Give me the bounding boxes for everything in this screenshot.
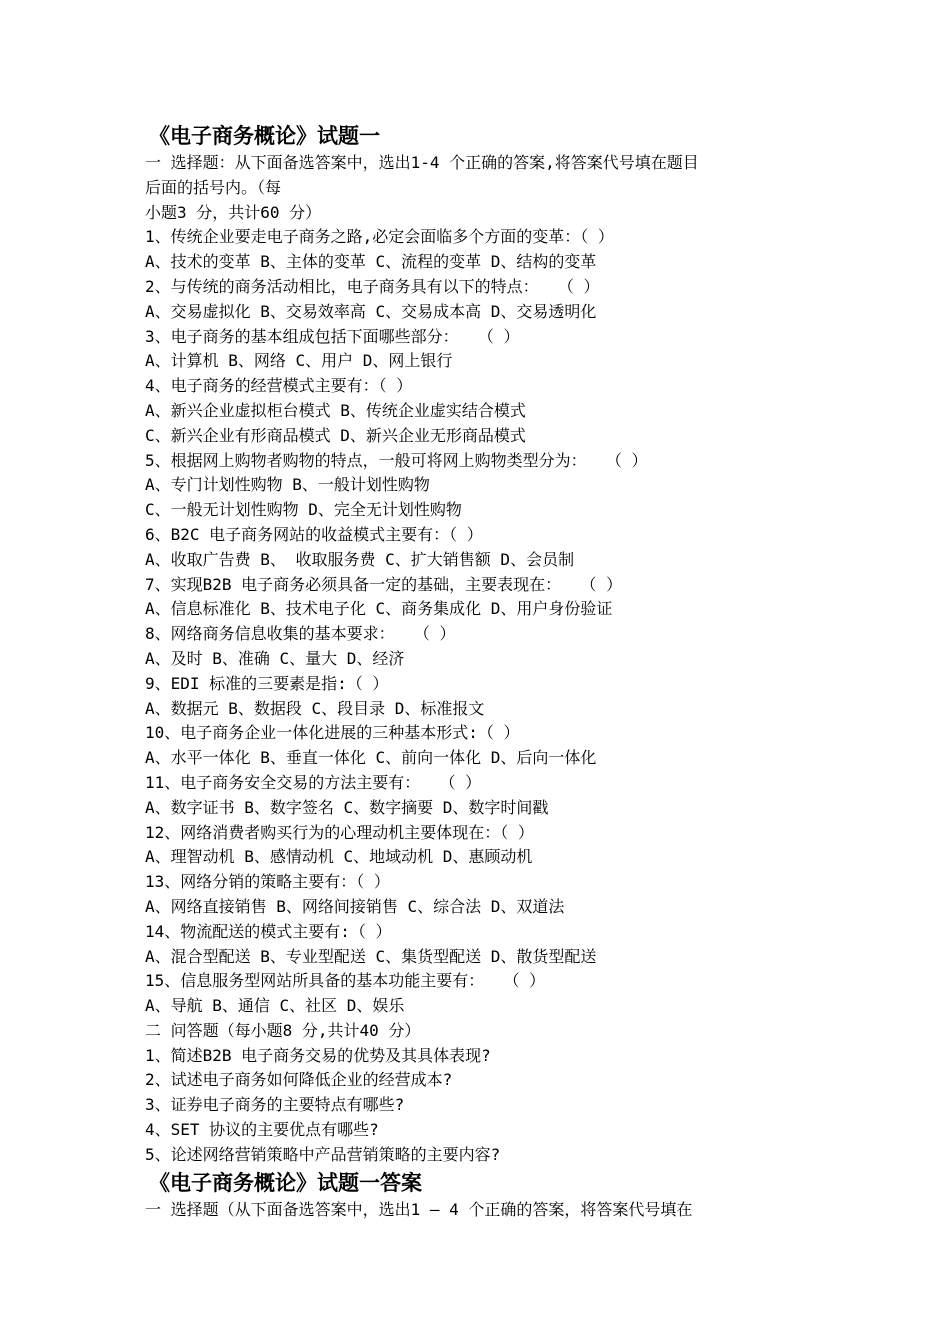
text-line: 8、网络商务信息收集的基本要求： （ ） [145, 624, 456, 644]
text-line: 4、SET 协议的主要优点有哪些? [145, 1120, 379, 1140]
text-line: A、新兴企业虚拟柜台模式 B、传统企业虚实结合模式 [145, 400, 526, 420]
text-line: 15、信息服务型网站所具备的基本功能主要有： （ ） [145, 971, 546, 991]
text-line: A、数字证书 B、数字签名 C、数字摘要 D、数字时间戳 [145, 797, 549, 817]
text-line: 13、网络分销的策略主要有：（ ） [145, 872, 390, 892]
text-line: 3、电子商务的基本组成包括下面哪些部分： （ ） [145, 326, 520, 346]
text-line: 二 问答题（每小题8 分,共计40 分） [145, 1020, 421, 1040]
text-line: C、一般无计划性购物 D、完全无计划性购物 [145, 500, 462, 520]
text-line: A、水平一体化 B、垂直一体化 C、前向一体化 D、后向一体化 [145, 748, 597, 768]
text-line: 11、电子商务安全交易的方法主要有： （ ） [145, 772, 482, 792]
text-line: A、导航 B、通信 C、社区 D、娱乐 [145, 996, 405, 1016]
text-line: A、及时 B、准确 C、量大 D、经济 [145, 648, 405, 668]
exam-title: 《电子商务概论》试题一 [149, 123, 380, 148]
text-line: A、数据元 B、数据段 C、段目录 D、标准报文 [145, 698, 485, 718]
text-line: 小题3 分，共计60 分） [145, 202, 322, 222]
text-line: A、网络直接销售 B、网络间接销售 C、综合法 D、双道法 [145, 896, 565, 916]
text-line: 1、传统企业要走电子商务之路,必定会面临多个方面的变革：（ ） [145, 227, 614, 247]
answer-section [145, 1198, 815, 1223]
text-line: A、技术的变革 B、主体的变革 C、流程的变革 D、结构的变革 [145, 252, 597, 272]
text-line: 1、简述B2B 电子商务交易的优势及其具体表现? [145, 1045, 491, 1065]
text-line: A、交易虚拟化 B、交易效率高 C、交易成本高 D、交易透明化 [145, 301, 597, 321]
text-line: A、计算机 B、网络 C、用户 D、网上银行 [145, 351, 453, 371]
answer-title: 《电子商务概论》试题一答案 [149, 1169, 422, 1195]
exam-questions [145, 151, 815, 1168]
document-page [145, 121, 815, 1222]
text-line: 4、电子商务的经营模式主要有：（ ） [145, 376, 413, 396]
text-line: 6、B2C 电子商务网站的收益模式主要有：（ ） [145, 524, 483, 544]
text-line: C、新兴企业有形商品模式 D、新兴企业无形商品模式 [145, 425, 526, 445]
text-line: A、专门计划性购物 B、一般计划性购物 [145, 475, 430, 495]
text-line: 14、物流配送的模式主要有:（ ） [145, 921, 392, 941]
text-line: A、收取广告费 B、 收取服务费 C、扩大销售额 D、会员制 [145, 549, 575, 569]
text-line: 10、电子商务企业一体化进展的三种基本形式:（ ） [145, 723, 520, 743]
text-line: 后面的括号内。（每 [145, 177, 282, 197]
text-line: 5、根据网上购物者购物的特点，一般可将网上购物类型分为： （ ） [145, 450, 648, 470]
text-line: 9、EDI 标准的三要素是指:（ ） [145, 673, 389, 693]
text-line: A、信息标准化 B、技术电子化 C、商务集成化 D、用户身份验证 [145, 599, 613, 619]
text-line: 7、实现B2B 电子商务必须具备一定的基础，主要表现在： （ ） [145, 574, 623, 594]
text-line: 5、论述网络营销策略中产品营销策略的主要内容? [145, 1144, 501, 1164]
text-line: 3、证券电子商务的主要特点有哪些? [145, 1095, 405, 1115]
text-line: 2、试述电子商务如何降低企业的经营成本? [145, 1070, 453, 1090]
text-line: A、理智动机 B、感情动机 C、地域动机 D、惠顾动机 [145, 847, 533, 867]
text-line: A、混合型配送 B、专业型配送 C、集货型配送 D、散货型配送 [145, 946, 597, 966]
text-line: 一 选择题（从下面备选答案中，选出1 — 4 个正确的答案，将答案代号填在 [145, 1199, 693, 1219]
text-line: 2、与传统的商务活动相比，电子商务具有以下的特点： （ ） [145, 276, 600, 296]
text-line: 一 选择题：从下面备选答案中，选出1-4 个正确的答案,将答案代号填在题目 [145, 153, 699, 172]
text-line: 12、网络消费者购买行为的心理动机主要体现在：（ ） [145, 822, 534, 842]
